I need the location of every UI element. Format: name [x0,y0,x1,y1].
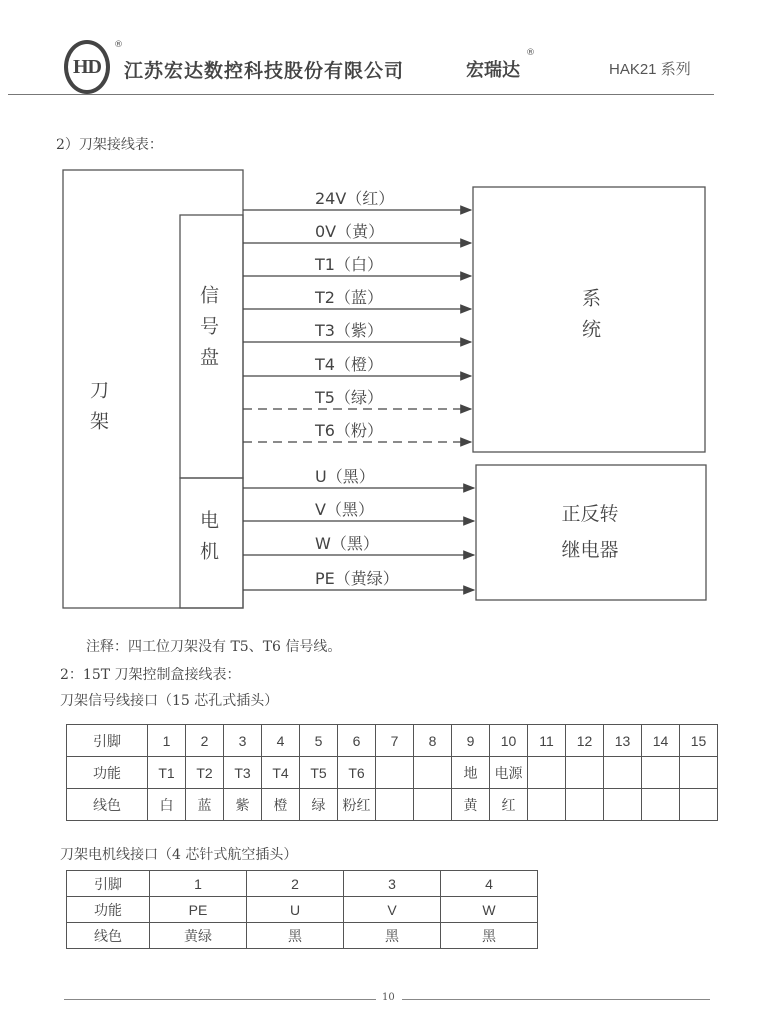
table-cell: 12 [566,725,604,757]
wire-label: U（黑） [315,467,375,486]
table-cell: 黄绿 [150,923,247,949]
motor-interface-table [66,870,538,949]
table-cell: T5 [300,757,338,789]
row-header-cell: 功能 [67,757,148,789]
wire-label: W（黑） [315,534,379,553]
table-cell: 3 [344,871,441,897]
table-cell: 14 [642,725,680,757]
table-row [67,725,718,757]
table-cell: 黄 [452,789,490,821]
signal-interface-table [66,724,718,821]
table-row [67,757,718,789]
table-cell: 1 [150,871,247,897]
footer-line-left [64,999,376,1000]
table-cell: 地 [452,757,490,789]
registered-mark: ® [114,40,123,50]
table-row [67,897,538,923]
footer-line-right [402,999,710,1000]
table-cell: 5 [300,725,338,757]
table-cell: 4 [262,725,300,757]
row-header-cell: 功能 [67,897,150,923]
table-cell: 9 [452,725,490,757]
table-cell: 黑 [344,923,441,949]
wire-label: T2（蓝） [315,288,383,307]
table-cell [376,789,414,821]
table-cell [566,757,604,789]
table-cell: V [344,897,441,923]
table-row [67,789,718,821]
table-cell: PE [150,897,247,923]
row-header-cell: 线色 [67,789,148,821]
table-cell: 3 [224,725,262,757]
brand-registered-mark: ® [526,48,535,58]
table-cell [376,757,414,789]
brand-name: 宏瑞达 [466,60,520,81]
relay-box [476,465,706,600]
table-cell [680,757,718,789]
table-cell [604,757,642,789]
table-cell: 黑 [247,923,344,949]
table-cell: 紫 [224,789,262,821]
table-cell [566,789,604,821]
table-cell: 4 [441,871,538,897]
table-cell: 蓝 [186,789,224,821]
table-cell [414,789,452,821]
table-cell [528,789,566,821]
wire-label: T6（粉） [315,421,383,440]
table-cell: 2 [247,871,344,897]
table-cell [528,757,566,789]
wire-label: T3（紫） [315,321,383,340]
logo-text: HD [73,55,101,78]
table-cell [642,757,680,789]
wire-label: 24V（红） [315,189,395,208]
system-label: 系统 [579,288,601,350]
section2-title: 2：15T 刀架控制盒接线表： [60,667,241,683]
table-cell: 8 [414,725,452,757]
table-cell: 白 [148,789,186,821]
relay-label-line2: 继电器 [561,539,619,561]
relay-label-line1: 正反转 [561,503,619,525]
table-cell: W [441,897,538,923]
table-cell: 10 [490,725,528,757]
series-label: HAK21 系列 [609,61,691,78]
table-cell: 15 [680,725,718,757]
signal-panel-label: 信号盘 [197,285,219,378]
table-cell: 黑 [441,923,538,949]
table-cell [414,757,452,789]
page-number: 10 [382,992,395,1003]
table-cell: T6 [338,757,376,789]
motor-table-caption: 刀架电机线接口（4 芯针式航空插头） [60,847,298,863]
tool-holder-label: 刀架 [87,380,109,442]
table-cell: T2 [186,757,224,789]
wire-label: V（黑） [315,500,374,519]
table-row [67,923,538,949]
wire-label: T4（橙） [315,355,383,374]
section-title: 2）刀架接线表： [56,137,163,153]
wire-label: 0V（黄） [315,222,385,241]
row-header-cell: 引脚 [67,871,150,897]
signal-table-caption: 刀架信号线接口（15 芯孔式插头） [60,693,279,709]
note: 注释：四工位刀架没有 T5、T6 信号线。 [86,639,342,655]
table-cell: 2 [186,725,224,757]
wire-label: T5（绿） [315,388,383,407]
table-cell: T3 [224,757,262,789]
table-cell: T4 [262,757,300,789]
table-row [67,871,538,897]
table-cell: 绿 [300,789,338,821]
table-cell: 电源 [490,757,528,789]
table-cell: 13 [604,725,642,757]
table-cell: 1 [148,725,186,757]
table-cell: 7 [376,725,414,757]
table-cell: 橙 [262,789,300,821]
table-cell: 红 [490,789,528,821]
wire-label: T1（白） [315,255,383,274]
table-cell [604,789,642,821]
row-header-cell: 引脚 [67,725,148,757]
table-cell [642,789,680,821]
motor-label: 电机 [197,510,219,572]
table-cell: 粉红 [338,789,376,821]
table-cell: 6 [338,725,376,757]
table-cell: U [247,897,344,923]
table-cell: T1 [148,757,186,789]
table-cell [680,789,718,821]
wire-label: PE（黄绿） [315,569,399,588]
company-name: 江苏宏达数控科技股份有限公司 [124,60,405,82]
table-cell: 11 [528,725,566,757]
row-header-cell: 线色 [67,923,150,949]
